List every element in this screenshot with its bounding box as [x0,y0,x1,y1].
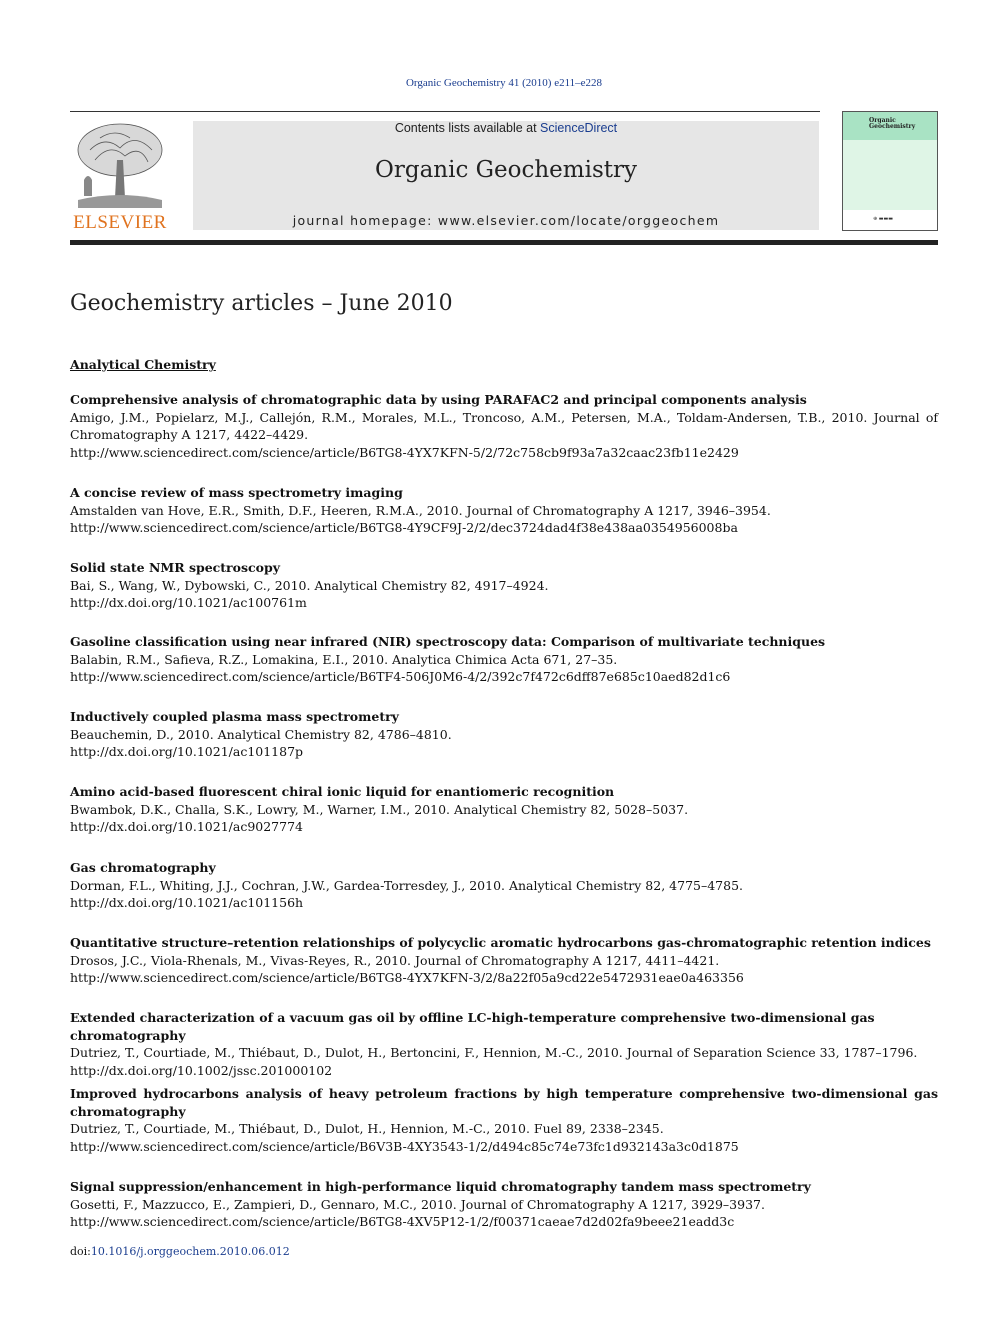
article-title: Gasoline classification using near infrared (NIR) spectroscopy data: Comparison of multivariate techniques [70,634,826,649]
header-rule [70,111,820,112]
article-reference: Gosetti, F., Mazzucco, E., Zampieri, D., Gennaro, M.C., 2010. Journal of Chromatography A 1217, 3929–3937. [70,1196,765,1212]
article-entry [70,934,938,987]
journal-citation[interactable]: Organic Geochemistry 41 (2010) e211–e228 [405,77,603,89]
article-reference: Amstalden van Hove, E.R., Smith, D.F., Heeren, R.M.A., 2010. Journal of Chromatography A 1217, 3946–3954. [70,502,771,518]
article-title: Inductively coupled plasma mass spectrometry [70,709,399,724]
article-title: Quantitative structure–retention relationships of polycyclic aromatic hydrocarbons gas-chromatographic retention indices [70,935,931,950]
article-url[interactable]: http://www.sciencedirect.com/science/article/B6TG8-4YX7KFN-5/2/72c758cb9f93a7a32caac23fb11e2429 [70,444,739,460]
elsevier-wordmark: ELSEVIER [73,212,167,233]
article-reference: Dorman, F.L., Whiting, J.J., Cochran, J.W., Gardea-Torresdey, J., 2010. Analytical Chemistry 82, 4775–4785. [70,877,744,893]
section-heading: Analytical Chemistry [70,357,216,372]
article-title: Gas chromatography [70,860,216,875]
article-entry [70,559,938,612]
article-url[interactable]: http://www.sciencedirect.com/science/article/B6TG8-4YX7KFN-3/2/8a22f05a9cd22e5472931eae0a463356 [70,970,744,985]
article-url[interactable]: http://dx.doi.org/10.1021/ac100761m [70,595,307,610]
article-title: A concise review of mass spectrometry imaging [70,485,403,500]
article-title: Solid state NMR spectroscopy [70,560,280,575]
article-entry [70,708,938,761]
article-entry [70,391,938,461]
cover-title: Organic Geochemistry [869,117,916,130]
page-title: Geochemistry articles – June 2010 [70,291,453,316]
doi-prefix: doi: [70,1245,91,1258]
article-reference: Balabin, R.M., Safieva, R.Z., Lomakina, E.I., 2010. Analytica Chimica Acta 671, 27–35. [70,651,618,667]
article-url[interactable]: http://www.sciencedirect.com/science/article/B6TG8-4Y9CF9J-2/2/dec3724dad4f38e438aa0354956008ba [70,520,738,535]
article-url[interactable]: http://dx.doi.org/10.1021/ac101156h [70,895,304,910]
article-entry [70,1085,938,1155]
article-title: Signal suppression/enhancement in high-performance liquid chromatography tandem mass spectrometry [70,1179,811,1194]
article-title: Amino acid-based fluorescent chiral ionic liquid for enantiomeric recognition [70,784,615,799]
article-entry [70,1009,938,1079]
article-title: Extended characterization of a vacuum gas oil by offline LC-high-temperature comprehensive two-dimensional gas chromatography [70,1010,875,1043]
article-url[interactable]: http://www.sciencedirect.com/science/article/B6V3B-4XY3543-1/2/d494c85c74e73fc1d932143a3c0d1875 [70,1138,739,1154]
cover-publisher-icon: ⊕ ▬▬▬ [873,216,893,222]
article-reference: Drosos, J.C., Viola-Rhenals, M., Vivas-Reyes, R., 2010. Journal of Chromatography A 1217, 4411–4421. [70,952,720,968]
article-url[interactable]: http://www.sciencedirect.com/science/article/B6TF4-506J0M6-4/2/392c7f472c6dff87e685c10aed82d1c6 [70,669,731,684]
article-url[interactable]: http://dx.doi.org/10.1002/jssc.201000102 [70,1062,333,1078]
contents-line [193,121,819,135]
article-reference: Bai, S., Wang, W., Dybowski, C., 2010. Analytical Chemistry 82, 4917–4924. [70,577,549,593]
article-reference: Dutriez, T., Courtiade, M., Thiébaut, D., Dulot, H., Bertoncini, F., Hennion, M.-C., 2010. Journal of Separation Science 33, 1787–1796. [70,1045,918,1060]
article-url[interactable]: http://www.sciencedirect.com/science/article/B6TG8-4XV5P12-1/2/f00371caeae7d2d02fa9beee21eadd3c [70,1214,735,1229]
article-url[interactable]: http://dx.doi.org/10.1021/ac9027774 [70,819,303,834]
contents-prefix: Contents lists available at [394,121,541,135]
article-entry [70,484,938,537]
doi-link[interactable]: 10.1016/j.orggeochem.2010.06.012 [90,1245,290,1258]
article-reference: Beauchemin, D., 2010. Analytical Chemistry 82, 4786–4810. [70,726,452,742]
article-reference: Amigo, J.M., Popielarz, M.J., Callejón, R.M., Morales, M.L., Troncoso, A.M., Petersen, M.A., Toldam-Andersen, T.B., 2010. Journal of Chromatography A 1217, 4422–4429. [70,409,938,442]
article-entry [70,783,938,836]
article-title: Comprehensive analysis of chromatographic data by using PARAFAC2 and principal components analysis [70,392,807,407]
article-entry [70,1178,938,1231]
article-entry [70,633,938,686]
article-entry [70,859,938,912]
journal-homepage[interactable]: journal homepage: www.elsevier.com/locate/orggeochem [292,213,720,228]
footer-doi [70,1245,290,1258]
article-reference: Bwambok, D.K., Challa, S.K., Lowry, M., Warner, I.M., 2010. Analytical Chemistry 82, 5028–5037. [70,801,689,817]
article-title: Improved hydrocarbons analysis of heavy petroleum fractions by high temperature comprehensive two-dimensional gas chromatography [70,1086,938,1119]
sciencedirect-link[interactable]: ScienceDirect [540,121,618,135]
header-thick-rule [70,240,938,245]
article-url[interactable]: http://dx.doi.org/10.1021/ac101187p [70,744,304,759]
journal-title: Organic Geochemistry [375,157,637,183]
article-reference: Dutriez, T., Courtiade, M., Thiébaut, D., Dulot, H., Hennion, M.-C., 2010. Fuel 89, 2338–2345. [70,1121,664,1136]
journal-cover-thumbnail [842,111,938,231]
